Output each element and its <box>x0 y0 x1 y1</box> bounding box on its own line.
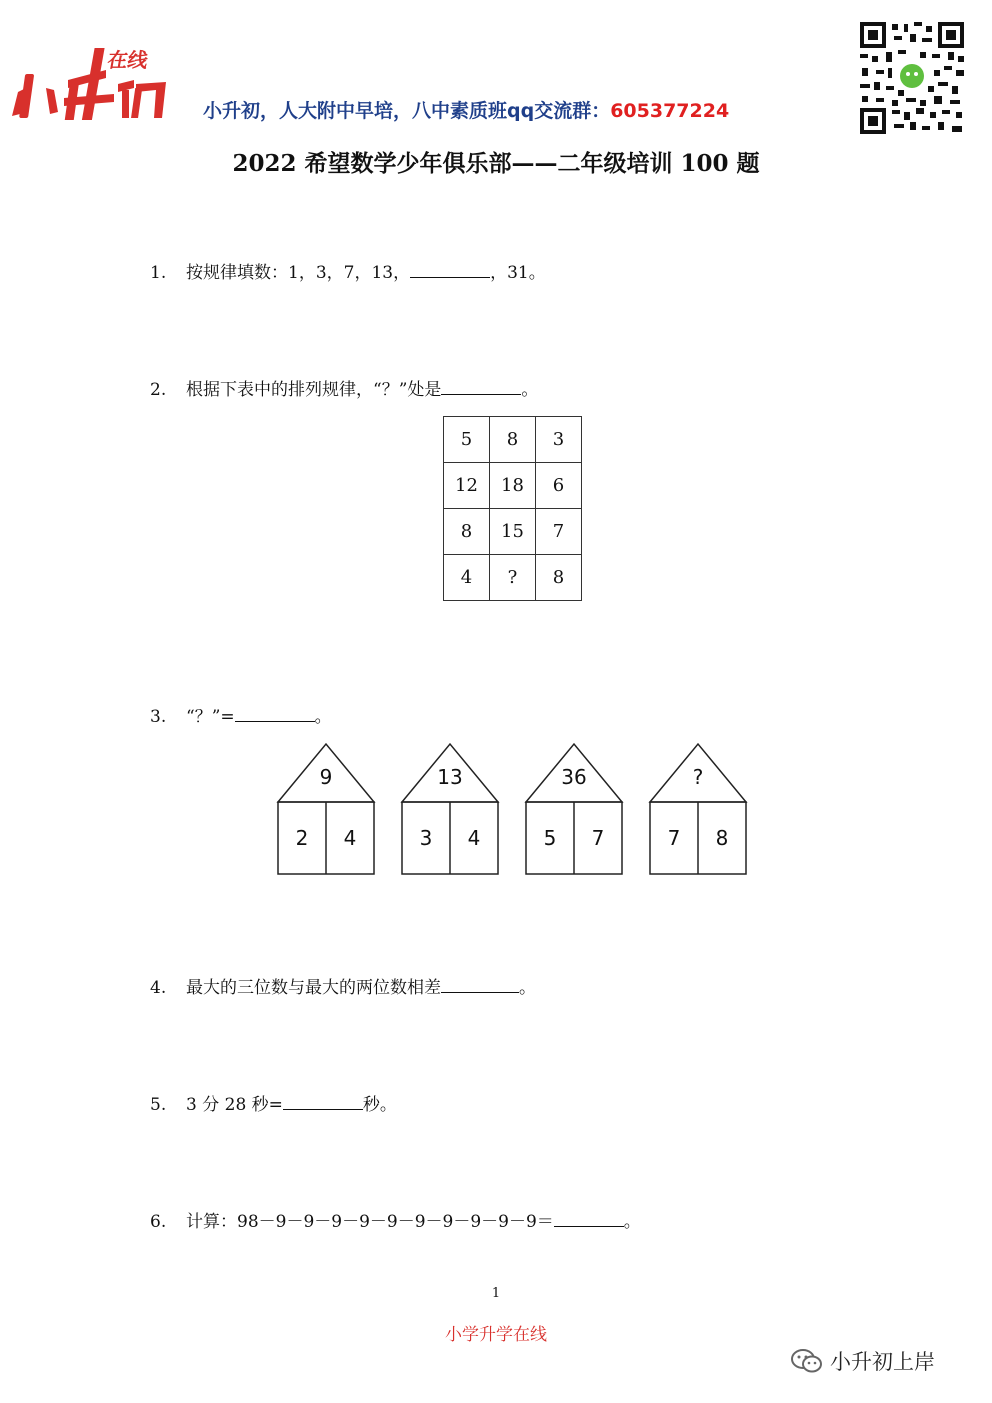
table-cell: 8 <box>444 509 490 555</box>
question-number: 3. <box>150 707 167 727</box>
question-number: 6. <box>150 1212 167 1232</box>
table-cell: ? <box>490 555 536 601</box>
table-cell: 12 <box>444 463 490 509</box>
question-text: 按规律填数：1，3，7，13， <box>186 263 411 283</box>
question-text: 3 分 28 秒= <box>186 1095 283 1115</box>
question-text-end: 。 <box>623 1212 641 1232</box>
house-2 <box>402 744 498 874</box>
question-3 <box>150 702 332 727</box>
answer-blank[interactable] <box>235 703 315 722</box>
question-number: 1. <box>150 263 167 283</box>
house-right-number: 7 <box>591 826 605 850</box>
qq-group-number: 605377224 <box>610 100 730 122</box>
table-cell: 7 <box>536 509 582 555</box>
answer-blank[interactable] <box>441 974 519 993</box>
number-table <box>443 416 582 601</box>
house-diagrams <box>276 742 752 876</box>
house-3 <box>526 744 622 874</box>
house-1 <box>278 744 374 874</box>
wechat-account-name: 小升初上岸 <box>830 1350 935 1374</box>
house-right-number: 8 <box>715 826 729 850</box>
table-row <box>444 463 582 509</box>
wechat-icon <box>790 1347 824 1375</box>
question-text-end: 。 <box>314 707 332 727</box>
table-row <box>444 417 582 463</box>
house-left-number: 7 <box>667 826 681 850</box>
question-text: 根据下表中的排列规律，“？”处是 <box>186 380 442 400</box>
house-right-number: 4 <box>343 826 357 850</box>
answer-blank[interactable] <box>410 259 490 278</box>
table-cell: 15 <box>490 509 536 555</box>
wechat-icon <box>900 64 924 88</box>
wechat-account-badge <box>790 1344 935 1378</box>
qr-code-icon <box>858 20 966 136</box>
question-2 <box>150 375 538 400</box>
question-number: 2. <box>150 380 167 400</box>
question-6 <box>150 1207 641 1232</box>
house-roof-number: 9 <box>319 765 333 789</box>
house-roof-number: 13 <box>437 765 463 789</box>
promo-text: 小升初，人大附中早培，八中素质班qq交流群： <box>203 100 611 122</box>
house-roof-number: ? <box>692 765 704 789</box>
house-right-number: 4 <box>467 826 481 850</box>
table-cell: 8 <box>536 555 582 601</box>
page-number: 1 <box>491 1286 501 1301</box>
question-text: “？”= <box>186 707 235 727</box>
document-title: 2022 希望数学少年俱乐部——二年级培训 100 题 <box>232 150 760 177</box>
table-row <box>444 555 582 601</box>
question-number: 5. <box>150 1095 167 1115</box>
table-cell: 5 <box>444 417 490 463</box>
house-left-number: 2 <box>295 826 309 850</box>
header-promo <box>203 96 729 123</box>
question-text-end: 。 <box>519 978 536 998</box>
table-cell: 8 <box>490 417 536 463</box>
table-cell: 3 <box>536 417 582 463</box>
question-5 <box>150 1090 397 1115</box>
house-left-number: 5 <box>543 826 557 850</box>
question-1 <box>150 258 546 283</box>
question-text: 最大的三位数与最大的两位数相差 <box>186 978 441 998</box>
house-4 <box>650 744 746 874</box>
table-cell: 4 <box>444 555 490 601</box>
question-text-end: 。 <box>521 380 539 400</box>
answer-blank[interactable] <box>441 376 521 395</box>
question-number: 4. <box>150 978 167 998</box>
table-row <box>444 509 582 555</box>
question-text-end: ，31。 <box>490 263 546 283</box>
answer-blank[interactable] <box>554 1208 624 1227</box>
house-roof-number: 36 <box>561 765 587 789</box>
house-left-number: 3 <box>419 826 433 850</box>
footer-site-name: 小学升学在线 <box>445 1325 547 1345</box>
table-cell: 18 <box>490 463 536 509</box>
table-cell: 6 <box>536 463 582 509</box>
question-4 <box>150 973 536 998</box>
question-text: 计算：98－9－9－9－9－9－9－9－9－9－9＝ <box>186 1212 554 1232</box>
question-text-end: 秒。 <box>362 1095 397 1115</box>
answer-blank[interactable] <box>283 1091 363 1110</box>
logo-text: 在线 <box>105 48 150 72</box>
